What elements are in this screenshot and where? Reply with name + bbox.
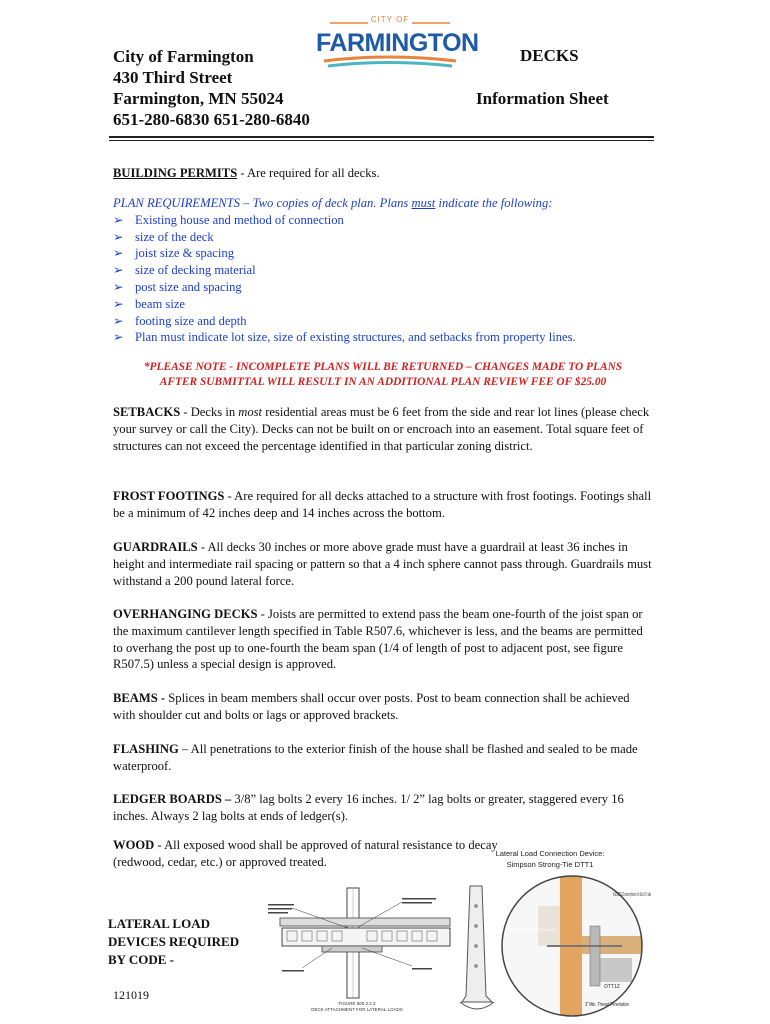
logo-name: FARMINGTON bbox=[316, 29, 479, 57]
list-item: ➢ post size and spacing bbox=[113, 279, 242, 294]
ledger-boards-section: LEDGER BOARDS – 3/8” lag bolts 2 every 16 inches. 1/ 2” lag bolts or greater, staggered every 16 inches. Always 2 lag bolts at ends of ledger(s). bbox=[113, 792, 624, 823]
overhanging-heading: OVERHANGING DECKS bbox=[113, 607, 258, 621]
street-address: 430 Third Street bbox=[113, 68, 233, 87]
frost-footings-section: FROST FOOTINGS - Are required for all decks attached to a structure with frost footings. Footings shall be a minimum of 42 inches deep and 14 inches across the bottom. bbox=[113, 489, 652, 520]
building-permits-heading: BUILDING PERMITS bbox=[113, 166, 238, 180]
list-item: ➢ size of the deck bbox=[113, 229, 214, 244]
list-item: ➢ footing size and depth bbox=[113, 313, 247, 328]
figure2-callout-1: 6-SDWS15112 screws (shown) or 8-16d x 3½" nails bbox=[613, 892, 728, 898]
list-item: ➢ Plan must indicate lot size, size of existing structures, and setbacks from property lines. bbox=[113, 330, 576, 345]
flashing-heading: FLASHING bbox=[113, 742, 179, 756]
dtt1-bracket-icon bbox=[460, 886, 494, 1009]
beams-heading: BEAMS - bbox=[113, 691, 166, 705]
list-item: ➢ joist size & spacing bbox=[113, 246, 234, 261]
plan-list bbox=[113, 212, 653, 346]
frost-heading: FROST FOOTINGS bbox=[113, 489, 225, 503]
org-address-block bbox=[113, 46, 310, 130]
setbacks-section: SETBACKS - Decks in most residential areas must be 6 feet from the side and rear lot lines (please check your survey or call the City). Decks can not be built on or encroach into an easement. Total square feet of structures can not exceed the percentage identified in that particular zoning district. bbox=[113, 405, 650, 453]
ledger-heading: LEDGER BOARDS – bbox=[113, 792, 232, 806]
figure2-callout-3: DTT1Z bbox=[604, 984, 620, 990]
header-rule bbox=[109, 136, 654, 138]
arrow-bullet-icon: ➢ bbox=[113, 330, 124, 345]
lateral-load-device-figure bbox=[452, 846, 728, 1024]
figure2-title-2: Simpson Strong-Tie DTT1 bbox=[506, 860, 594, 869]
lateral-load-label: LATERAL LOAD DEVICES REQUIRED BY CODE - bbox=[108, 916, 240, 967]
flashing-section: FLASHING – All penetrations to the exterior finish of the house shall be flashed and sealed to be made waterproof. bbox=[113, 742, 638, 773]
org-name: City of Farmington bbox=[113, 47, 254, 66]
doc-subtitle: Information Sheet bbox=[476, 89, 609, 108]
wood-heading: WOOD bbox=[113, 838, 155, 852]
guardrails-heading: GUARDRAILS bbox=[113, 540, 198, 554]
note-line-1: *PLEASE NOTE - INCOMPLETE PLANS WILL BE RETURNED – CHANGES MADE TO PLANS bbox=[143, 361, 623, 373]
note-line-2: AFTER SUBMITTAL WILL RESULT IN AN ADDITIONAL PLAN REVIEW FEE OF $25.00 bbox=[159, 376, 607, 388]
arrow-bullet-icon: ➢ bbox=[113, 263, 124, 278]
figure2-callout-4: 3" Min. Thread Penetration bbox=[585, 1002, 630, 1008]
building-permits-text: - Are required for all decks. bbox=[237, 166, 380, 180]
guardrails-section: GUARDRAILS - All decks 30 inches or more above grade must have a guardrail at least 36 inches in height and intermediate rail spacing or pattern so that a 4 inch sphere cannot pass through. Guardrails must withstand a 200 pound lateral force. bbox=[113, 540, 652, 588]
document-code: 121019 bbox=[113, 988, 149, 1002]
farmington-logo bbox=[316, 15, 479, 71]
doc-title: DECKS bbox=[520, 46, 579, 65]
arrow-bullet-icon: ➢ bbox=[113, 313, 124, 328]
beams-section: BEAMS - Splices in beam members shall occur over posts. Post to beam connection shall be achieved with shoulder cut and bolts or lags or approved brackets. bbox=[113, 691, 630, 722]
figure1-caption-1: FIGURE 500.2.2.3 bbox=[338, 1001, 376, 1006]
list-item: ➢ size of decking material bbox=[113, 263, 256, 278]
plan-must: must bbox=[411, 196, 436, 210]
plan-heading: PLAN REQUIREMENTS – Two copies of deck plan. Plans must indicate the following: bbox=[113, 196, 553, 210]
arrow-bullet-icon: ➢ bbox=[113, 229, 124, 244]
setbacks-most: most bbox=[238, 405, 263, 419]
list-item: ➢ beam size bbox=[113, 296, 185, 311]
arrow-bullet-icon: ➢ bbox=[113, 279, 124, 294]
deck-attachment-figure bbox=[262, 888, 452, 1014]
figure1-caption-2: DECK ATTACHMENT FOR LATERAL LOADS bbox=[311, 1007, 403, 1012]
building-permits-section bbox=[113, 165, 653, 182]
arrow-bullet-icon: ➢ bbox=[113, 296, 124, 311]
city-state-zip: Farmington, MN 55024 bbox=[113, 89, 284, 108]
header-rule-thin bbox=[109, 140, 654, 141]
plan-requirements-section bbox=[113, 195, 653, 346]
figure2-title-1: Lateral Load Connection Device: bbox=[495, 849, 605, 858]
figure2-callout-2 bbox=[505, 926, 555, 933]
arrow-bullet-icon: ➢ bbox=[113, 246, 124, 261]
incomplete-plans-note bbox=[113, 360, 653, 390]
phone-numbers: 651-280-6830 651-280-6840 bbox=[113, 110, 310, 129]
arrow-bullet-icon: ➢ bbox=[113, 212, 124, 227]
logo-city-of: CITY OF bbox=[370, 15, 410, 24]
list-item: ➢ Existing house and method of connection bbox=[113, 212, 344, 227]
setbacks-heading: SETBACKS bbox=[113, 405, 181, 419]
wood-section: WOOD - All exposed wood shall be approved of natural resistance to decay (redwood, cedar, etc.) or approved treated. bbox=[113, 838, 498, 869]
overhanging-decks-section: OVERHANGING DECKS - Joists are permitted to extend pass the beam one-fourth of the joist span or the maximum cantilever length specified in Table R507.6, whichever is less, and the beams are permitted to overhang the post up to one-fourth the beam span (1/4 of length of post to adjacent post, see figure R507.5) unless a special design is approved. bbox=[113, 607, 643, 672]
